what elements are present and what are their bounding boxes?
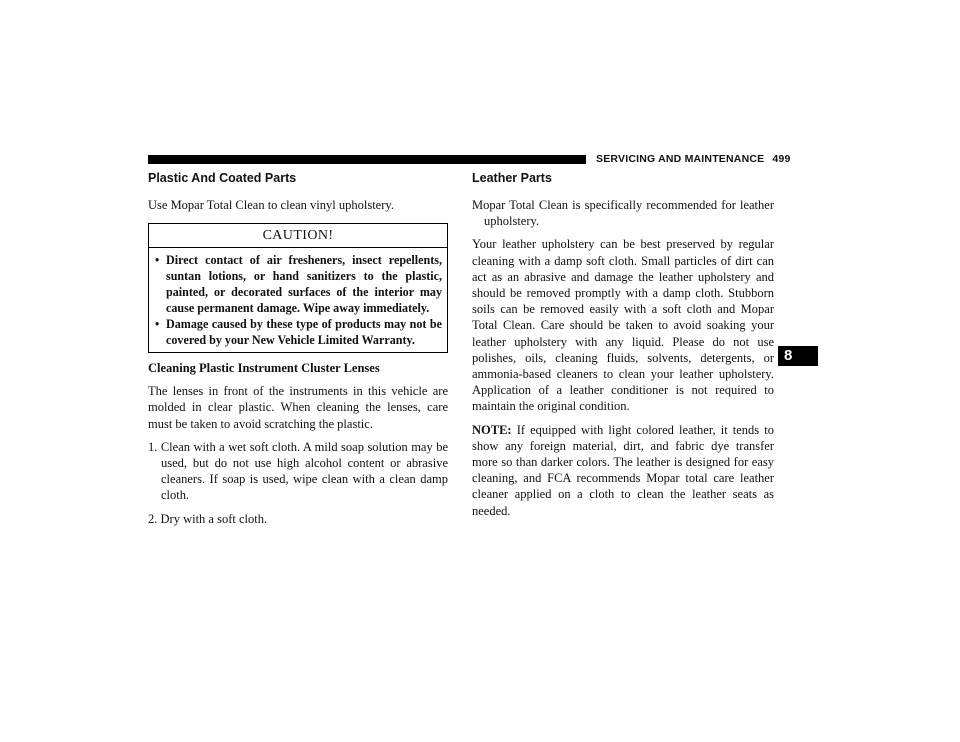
section-title: SERVICING AND MAINTENANCE (596, 153, 765, 165)
header-rule (148, 155, 586, 164)
leather-paragraph-1: Mopar Total Clean is specifically recommended for leather upholstery. (472, 198, 774, 229)
bullet-icon: • (155, 253, 160, 268)
running-header (596, 153, 790, 165)
leather-parts-heading: Leather Parts (472, 171, 552, 185)
leather-paragraph-2: Your leather upholstery can be best preserved by regular cleaning with a damp soft cloth. Small particles of dirt can act as an abrasive and damage the leather upholstery and should be removed promptly with a damp cloth. Stubborn soils can be removed easily with a soft cloth and Mopar Total Clean. Care should be taken to avoid soaking your leather upholstery with any liquid. Please do not use polishes, oils, cleaning fluids, solvents, detergents, or ammonia-based cleaners to clean your leather upholstery. Application of a leather conditioner is not required to maintain the original condition. (472, 237, 774, 414)
chapter-tab: 8 (778, 346, 818, 366)
plastic-parts-heading: Plastic And Coated Parts (148, 171, 297, 185)
plastic-intro: Use Mopar Total Clean to clean vinyl upholstery. (148, 198, 394, 212)
page-number: 499 (772, 153, 791, 165)
bullet-icon: • (155, 317, 160, 332)
caution-list (149, 248, 447, 352)
left-column (148, 170, 448, 534)
right-column (472, 170, 774, 526)
caution-box (148, 223, 448, 353)
leather-note (472, 422, 774, 519)
step-item: 1. Clean with a wet soft cloth. A mild soap solution may be used, but do not use high alcohol content or abrasive cleaners. If soap is used, wipe clean with a clean damp cloth. (148, 439, 448, 503)
caution-item: • Damage caused by these type of products may not be covered by your New Vehicle Limited Warranty. (155, 317, 442, 348)
caution-item: • Direct contact of air fresheners, insect repellents, suntan lotions, or hand sanitizers to the plastic, painted, or decorated surfaces of the interior may cause permanent damage. Wipe away immediately. (155, 253, 442, 316)
note-label: NOTE: (472, 422, 512, 437)
step-item: 2. Dry with a soft cloth. (148, 511, 268, 526)
lenses-paragraph: The lenses in front of the instruments in this vehicle are molded in clear plastic. When cleaning the lenses, care must be taken to avoid scratching the plastic. (148, 384, 448, 431)
lenses-subheading: Cleaning Plastic Instrument Cluster Lenses (148, 361, 380, 376)
caution-title: CAUTION! (149, 224, 447, 248)
note-text: If equipped with light colored leather, it tends to show any foreign material, dirt, and fabric dye transfer more so than darker colors. The leather is designed for easy cleaning, and FCA recommends Mopar total care leather cleaner applied on a cloth to clean the leather seats as needed. (472, 422, 774, 518)
cleaning-steps (148, 439, 448, 527)
